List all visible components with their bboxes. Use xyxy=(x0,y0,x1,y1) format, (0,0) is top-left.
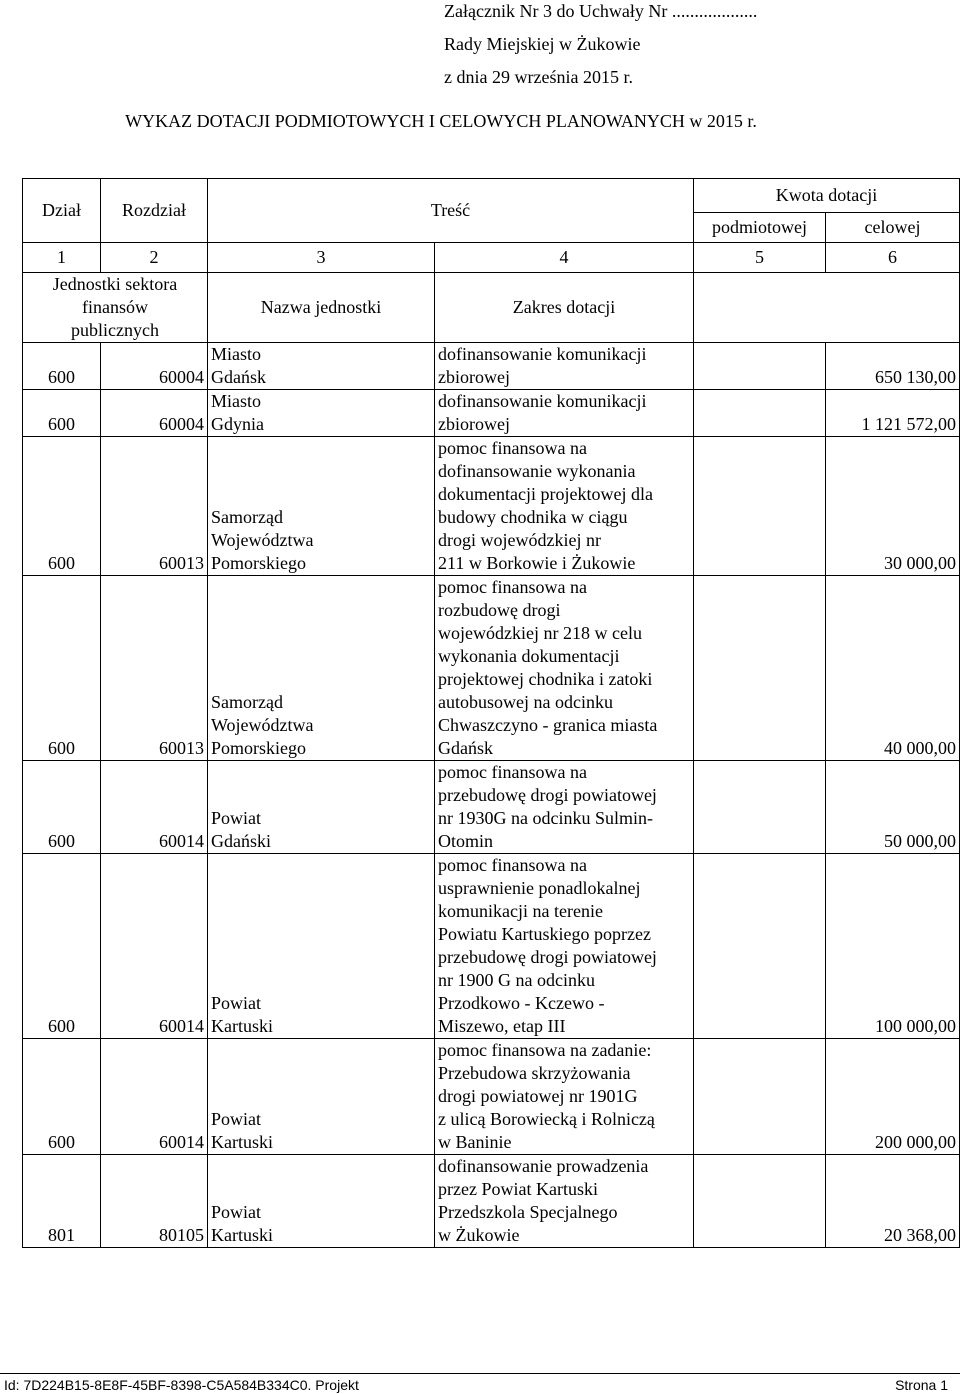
table-row xyxy=(23,854,960,1039)
table-row xyxy=(23,390,960,437)
cell-dzial: 600 xyxy=(23,1039,101,1155)
document-id: Id: 7D224B15-8E8F-45BF-8398-C5A584B334C0. Projekt xyxy=(4,1377,359,1393)
table-row xyxy=(23,576,960,761)
column-number-row xyxy=(23,243,960,273)
cell-zakres xyxy=(435,1039,694,1155)
zakres-line: Otomin xyxy=(438,831,494,851)
subheader-jednostki xyxy=(23,273,208,343)
nazwa-line: Gdańsk xyxy=(211,367,266,387)
cell-zakres xyxy=(435,1155,694,1248)
zakres-line: dofinansowanie prowadzenia xyxy=(438,1156,649,1176)
nazwa-line: Kartuski xyxy=(211,1132,273,1152)
cell-celowej: 1 121 572,00 xyxy=(826,390,960,437)
cell-zakres xyxy=(435,576,694,761)
zakres-line: pomoc finansowa na xyxy=(438,577,587,597)
nazwa-line: Powiat xyxy=(211,808,262,828)
table-row xyxy=(23,437,960,576)
header-kwota: Kwota dotacji xyxy=(694,179,960,213)
col-number: 4 xyxy=(435,243,694,273)
nazwa-line: Powiat xyxy=(211,1202,262,1222)
cell-dzial: 600 xyxy=(23,854,101,1039)
subheader-nazwa: Nazwa jednostki xyxy=(208,273,435,343)
zakres-line: komunikacji na terenie xyxy=(438,901,603,921)
cell-celowej: 40 000,00 xyxy=(826,576,960,761)
zakres-line: autobusowej na odcinku xyxy=(438,692,613,712)
nazwa-line: Województwa xyxy=(211,715,314,735)
subheader-zakres: Zakres dotacji xyxy=(435,273,694,343)
zakres-line: pomoc finansowa na zadanie: xyxy=(438,1040,652,1060)
zakres-line: przez Powiat Kartuski xyxy=(438,1179,598,1199)
cell-zakres xyxy=(435,761,694,854)
zakres-line: w Baninie xyxy=(438,1132,512,1152)
zakres-line: dokumentacji projektowej dla xyxy=(438,484,653,504)
cell-dzial: 600 xyxy=(23,343,101,390)
cell-nazwa xyxy=(208,761,435,854)
cell-nazwa xyxy=(208,854,435,1039)
zakres-line: nr 1900 G na odcinku xyxy=(438,970,595,990)
table-row xyxy=(23,761,960,854)
date-line: z dnia 29 września 2015 r. xyxy=(444,67,633,87)
subheader-empty xyxy=(694,273,960,343)
zakres-line: rozbudowę drogi xyxy=(438,600,561,620)
cell-nazwa xyxy=(208,343,435,390)
zakres-line: projektowej chodnika i zatoki xyxy=(438,669,653,689)
cell-nazwa xyxy=(208,576,435,761)
nazwa-line: Miasto xyxy=(211,344,262,364)
nazwa-line: Samorząd xyxy=(211,692,283,712)
zakres-line: pomoc finansowa na xyxy=(438,762,587,782)
nazwa-line: Gdański xyxy=(211,831,271,851)
zakres-line: z ulicą Borowiecką i Rolniczą xyxy=(438,1109,655,1129)
annex-line: Załącznik Nr 3 do Uchwały Nr ................... xyxy=(444,1,758,21)
nazwa-line: Kartuski xyxy=(211,1016,273,1036)
cell-rozdzial: 60013 xyxy=(101,576,208,761)
zakres-line: pomoc finansowa na xyxy=(438,438,587,458)
zakres-line: Przedszkola Specjalnego xyxy=(438,1202,618,1222)
zakres-line: drogi wojewódzkiej nr xyxy=(438,530,601,550)
zakres-line: Chwaszczyno - granica miasta xyxy=(438,715,658,735)
zakres-line: zbiorowej xyxy=(438,414,510,434)
nazwa-line: Samorząd xyxy=(211,507,283,527)
cell-podmiotowej xyxy=(694,1039,826,1155)
zakres-line: dofinansowanie komunikacji xyxy=(438,344,647,364)
page-footer xyxy=(0,1373,960,1394)
cell-nazwa xyxy=(208,1039,435,1155)
header-celowej: celowej xyxy=(826,213,960,243)
cell-nazwa xyxy=(208,390,435,437)
zakres-line: Przodkowo - Kczewo - xyxy=(438,993,605,1013)
cell-zakres xyxy=(435,854,694,1039)
document-title: WYKAZ DOTACJI PODMIOTOWYCH I CELOWYCH PLANOWANYCH w 2015 r. xyxy=(125,111,757,131)
cell-celowej: 100 000,00 xyxy=(826,854,960,1039)
zakres-line: 211 w Borkowie i Żukowie xyxy=(438,553,636,573)
cell-podmiotowej xyxy=(694,437,826,576)
cell-dzial: 600 xyxy=(23,576,101,761)
cell-dzial: 600 xyxy=(23,437,101,576)
subsidy-table xyxy=(22,178,960,1248)
nazwa-line: Miasto xyxy=(211,391,262,411)
cell-rozdzial: 60004 xyxy=(101,343,208,390)
zakres-line: drogi powiatowej nr 1901G xyxy=(438,1086,638,1106)
cell-rozdzial: 60014 xyxy=(101,1039,208,1155)
zakres-line: Gdańsk xyxy=(438,738,493,758)
cell-nazwa xyxy=(208,1155,435,1248)
table-row xyxy=(23,343,960,390)
header-podmiotowej: podmiotowej xyxy=(694,213,826,243)
cell-zakres xyxy=(435,390,694,437)
zakres-line: budowy chodnika w ciągu xyxy=(438,507,628,527)
nazwa-line: Województwa xyxy=(211,530,314,550)
nazwa-line: Pomorskiego xyxy=(211,553,307,573)
page-number: Strona 1 xyxy=(895,1377,948,1393)
cell-celowej: 200 000,00 xyxy=(826,1039,960,1155)
zakres-line: pomoc finansowa na xyxy=(438,855,587,875)
cell-rozdzial: 60013 xyxy=(101,437,208,576)
nazwa-line: Pomorskiego xyxy=(211,738,307,758)
zakres-line: dofinansowanie komunikacji xyxy=(438,391,647,411)
nazwa-line: Powiat xyxy=(211,1109,262,1129)
cell-celowej: 50 000,00 xyxy=(826,761,960,854)
col-number: 3 xyxy=(208,243,435,273)
cell-dzial: 801 xyxy=(23,1155,101,1248)
cell-podmiotowej xyxy=(694,761,826,854)
cell-rozdzial: 60004 xyxy=(101,390,208,437)
zakres-line: wojewódzkiej nr 218 w celu xyxy=(438,623,642,643)
nazwa-line: Gdynia xyxy=(211,414,264,434)
subheader-line: finansów xyxy=(82,297,148,317)
header-tresc: Treść xyxy=(208,179,694,243)
nazwa-line: Powiat xyxy=(211,993,262,1013)
zakres-line: usprawnienie ponadlokalnej xyxy=(438,878,641,898)
header-row-1 xyxy=(23,179,960,213)
cell-rozdzial: 60014 xyxy=(101,761,208,854)
subheader-line: Jednostki sektora xyxy=(52,274,178,294)
cell-rozdzial: 80105 xyxy=(101,1155,208,1248)
cell-podmiotowej xyxy=(694,390,826,437)
col-number: 5 xyxy=(694,243,826,273)
cell-celowej: 650 130,00 xyxy=(826,343,960,390)
table-row xyxy=(23,1155,960,1248)
table-row xyxy=(23,1039,960,1155)
nazwa-line: Kartuski xyxy=(211,1225,273,1245)
council-line: Rady Miejskiej w Żukowie xyxy=(444,34,641,54)
cell-celowej: 30 000,00 xyxy=(826,437,960,576)
col-number: 2 xyxy=(101,243,208,273)
zakres-line: przebudowę drogi powiatowej xyxy=(438,947,657,967)
zakres-line: przebudowę drogi powiatowej xyxy=(438,785,657,805)
zakres-line: nr 1930G na odcinku Sulmin- xyxy=(438,808,653,828)
cell-rozdzial: 60014 xyxy=(101,854,208,1039)
subheader-row xyxy=(23,273,960,343)
zakres-line: zbiorowej xyxy=(438,367,510,387)
zakres-line: wykonania dokumentacji xyxy=(438,646,620,666)
cell-podmiotowej xyxy=(694,343,826,390)
cell-dzial: 600 xyxy=(23,761,101,854)
cell-podmiotowej xyxy=(694,854,826,1039)
cell-zakres xyxy=(435,437,694,576)
header-rozdzial: Rozdział xyxy=(101,179,208,243)
cell-nazwa xyxy=(208,437,435,576)
zakres-line: Powiatu Kartuskiego poprzez xyxy=(438,924,651,944)
subheader-line: publicznych xyxy=(71,320,159,340)
cell-podmiotowej xyxy=(694,576,826,761)
col-number: 1 xyxy=(23,243,101,273)
zakres-line: Przebudowa skrzyżowania xyxy=(438,1063,631,1083)
col-number: 6 xyxy=(826,243,960,273)
zakres-line: Miszewo, etap III xyxy=(438,1016,566,1036)
zakres-line: w Żukowie xyxy=(438,1225,520,1245)
zakres-line: dofinansowanie wykonania xyxy=(438,461,636,481)
cell-celowej: 20 368,00 xyxy=(826,1155,960,1248)
cell-podmiotowej xyxy=(694,1155,826,1248)
cell-zakres xyxy=(435,343,694,390)
cell-dzial: 600 xyxy=(23,390,101,437)
header-dzial: Dział xyxy=(23,179,101,243)
